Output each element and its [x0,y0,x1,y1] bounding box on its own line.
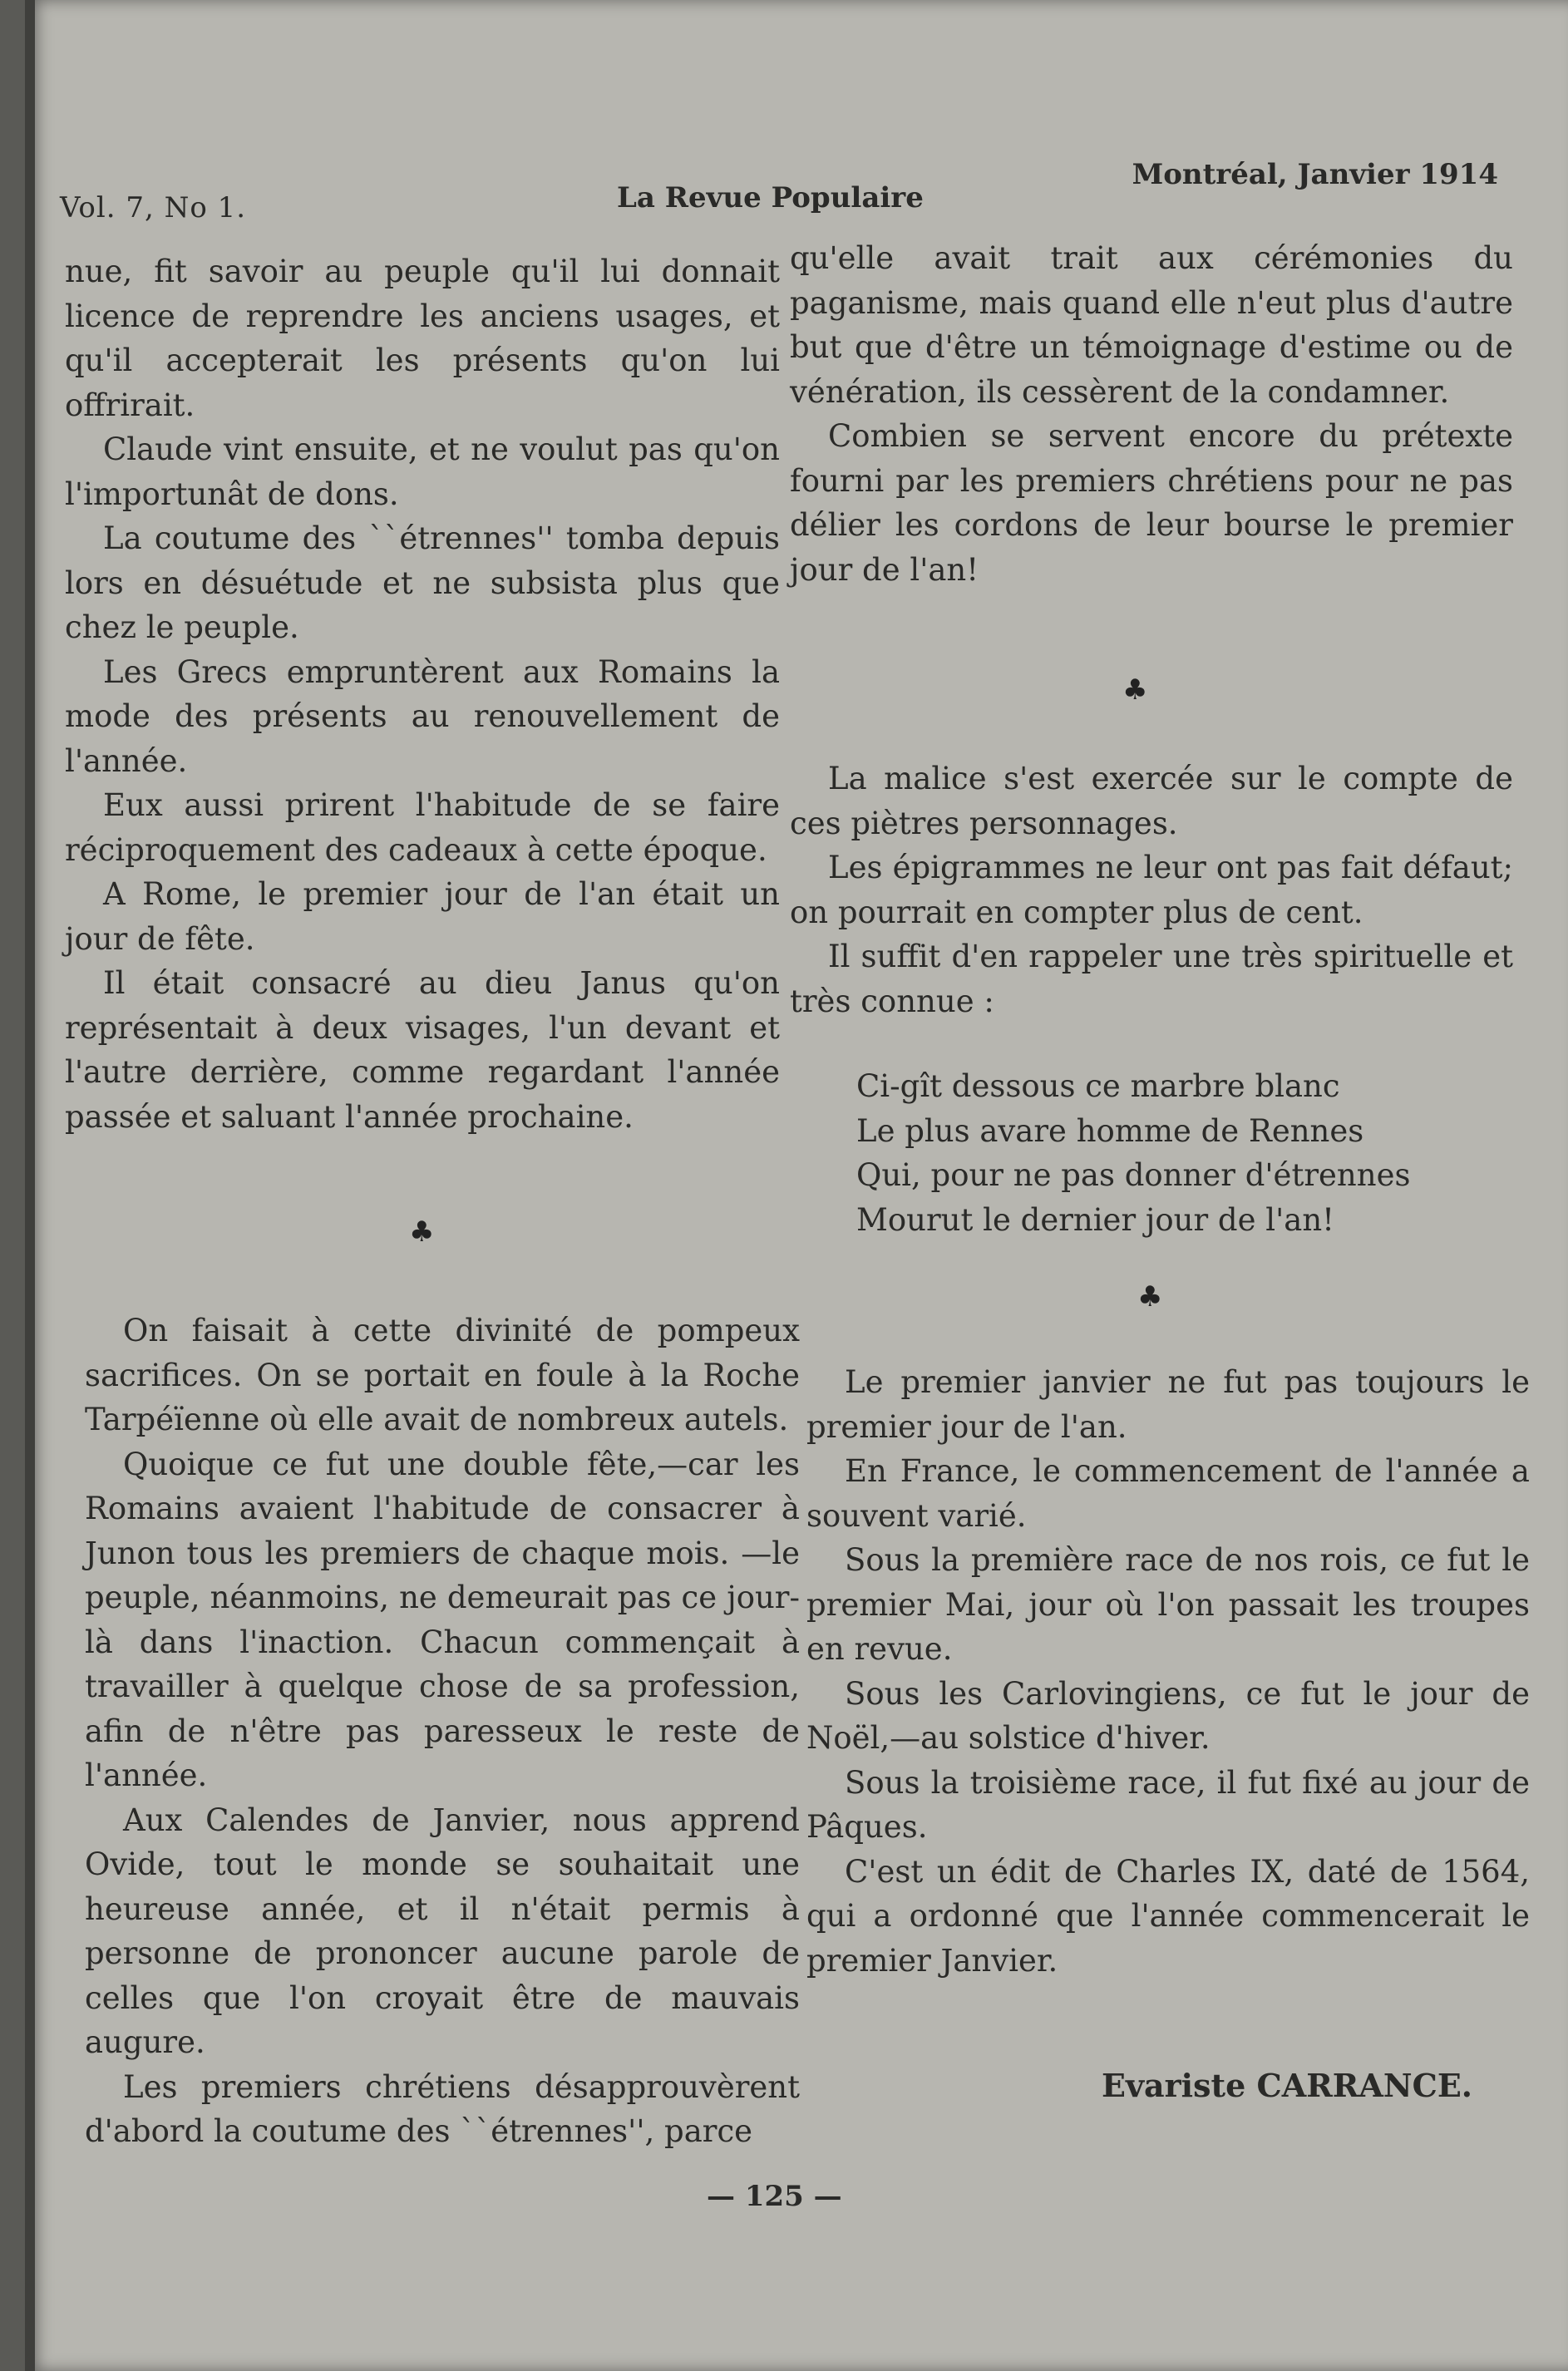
paragraph: La malice s'est exercée sur le compte de ces piètres personnages. [790,761,1513,841]
paragraph: La coutume des ``étrennes'' tomba depuis lors en désuétude et ne subsista plus que chez le peuple. [65,520,780,645]
paragraph: Claude vint ensuite, et ne voulut pas qu'on l'importunât de dons. [65,431,780,512]
page-number: — 125 — [707,2180,842,2213]
section-ornament-icon: ♣ [409,1215,435,1249]
poem-line: Qui, pour ne pas donner d'étrennes [856,1157,1411,1193]
paragraph: nue, fit savoir au peuple qu'il lui donnait licence de reprendre les anciens usages, et qu'il accepterait les présents qu'on lui offrirait. [65,254,780,423]
paragraph: En France, le commencement de l'année a souvent varié. [806,1453,1530,1534]
paragraph: Eux aussi prirent l'habitude de se faire réciproquement des cadeaux à cette époque. [65,787,780,868]
page-binding-edge [25,0,35,2371]
left-column-block-1 [65,249,780,1139]
running-header [60,158,1498,224]
paragraph: C'est un édit de Charles IX, daté de 1564, qui a ordonné que l'année commencerait le premier Janvier. [806,1853,1530,1979]
left-column-block-2 [85,1309,800,2154]
paragraph: qu'elle avait trait aux cérémonies du paganisme, mais quand elle n'eut plus d'autre but que d'être un témoignage d'estime ou de vénération, ils cessèrent de la condamner. [790,240,1513,410]
paragraph: Sous les Carlovingiens, ce fut le jour de Noël,—au solstice d'hiver. [806,1675,1530,1756]
epigram-poem [856,1064,1488,1242]
section-ornament-icon: ♣ [1122,673,1148,707]
paragraph: Il était consacré au dieu Janus qu'on représentait à deux visages, l'un devant et l'autre derrière, comme regardant l'année passée et saluant l'année prochaine. [65,965,780,1135]
paragraph: Aux Calendes de Janvier, nous apprend Ovide, tout le monde se souhaitait une heureuse année, et il n'était permis à personne de prononcer aucune parole de celles que l'on croyait être de mauvais augure. [85,1802,800,2060]
paragraph: Sous la troisième race, il fut fixé au jour de Pâques. [806,1764,1530,1845]
journal-title: La Revue Populaire [617,181,924,214]
paragraph: Le premier janvier ne fut pas toujours le premier jour de l'an. [806,1364,1530,1445]
author-signature: Evariste CARRANCE. [1102,2067,1473,2104]
section-ornament-icon: ♣ [1137,1280,1163,1314]
paragraph: Les premiers chrétiens désapprouvèrent d'abord la coutume des ``étrennes'', parce [85,2068,800,2149]
poem-line: Mourut le dernier jour de l'an! [856,1201,1335,1238]
dateline: Montréal, Janvier 1914 [1132,158,1498,191]
paragraph: Sous la première race de nos rois, ce fut le premier Mai, jour où l'on passait les troupes en revue. [806,1542,1530,1667]
right-column-block-2 [790,757,1513,1023]
paragraph: Les Grecs empruntèrent aux Romains la mode des présents au renouvellement de l'année. [65,653,780,779]
paragraph: On faisait à cette divinité de pompeux sacrifices. On se portait en foule à la Roche Tarpéïenne où elle avait de nombreux autels. [85,1313,800,1437]
paragraph: A Rome, le premier jour de l'an était un jour de fête. [65,876,780,957]
poem-line: Ci-gît dessous ce marbre blanc [856,1068,1340,1104]
paragraph: Combien se servent encore du prétexte fourni par les premiers chrétiens pour ne pas délier les cordons de leur bourse le premier jour de l'an! [790,418,1513,588]
paragraph: Il suffit d'en rappeler une très spirituelle et très connue : [790,939,1513,1019]
paragraph: Les épigrammes ne leur ont pas fait défaut; on pourrait en compter plus de cent. [790,850,1513,930]
page [25,0,1568,2371]
right-column-block-1 [790,236,1513,592]
right-column-block-3 [806,1360,1530,1983]
volume-number: Vol. 7, No 1. [60,191,247,224]
paragraph: Quoique ce fut une double fête,—car les Romains avaient l'habitude de consacrer à Junon tous les premiers de chaque mois. —le peuple, néanmoins, ne demeurait pas ce jour-là dans l'inaction. Chacun commençait à travailler à quelque chose de sa profession, afin de n'être pas paresseux le reste de l'année. [85,1446,800,1793]
poem-line: Le plus avare homme de Rennes [856,1112,1364,1149]
